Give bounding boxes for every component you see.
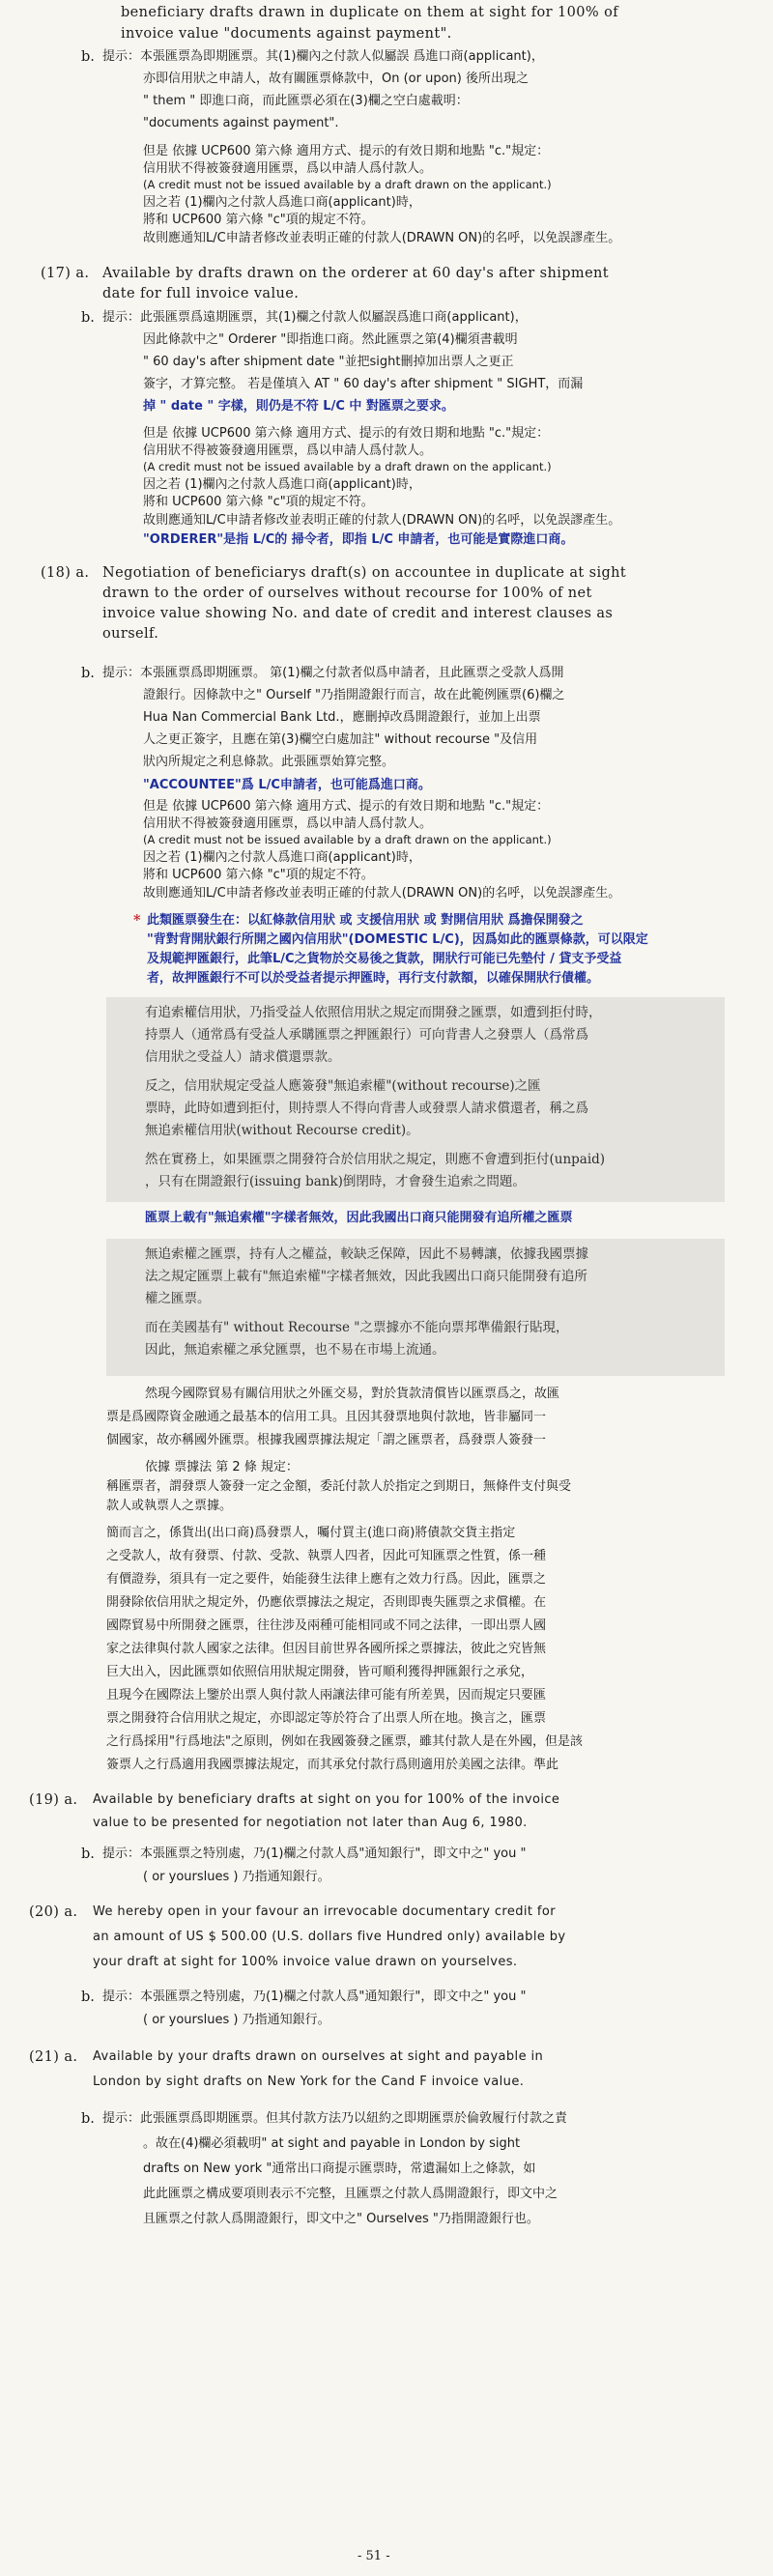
text-line: "ORDERER"是指 L/C的 掃令者，即指 L/C 申請者，也可能是實際進口商。 [143,532,574,547]
text-line: 因之若 (1)欄內之付款人爲進口商(applicant)時， [143,850,421,865]
text-line: London by sight drafts on New York for the Cand F invoice value. [93,2075,525,2089]
text-line: 簽票人之行爲適用我國票據法規定，而其承兌付款行爲則適用於美國之法律。準此 [106,1758,559,1772]
text-line: 而在美國基有" without Recourse "之票據亦不能向票邦準備銀行貼現， [145,1320,569,1335]
text-line: date for full invoice value. [102,286,300,301]
text-line: 提示：本張匯票為即期匯票。其(1)欄內之付款人似屬誤 爲進口商(applicant)， [102,49,544,64]
text-line: invoice value "documents against payment". [121,26,452,42]
text-line: 稱匯票者，謂發票人簽發一定之金額，委託付款人於指定之到期日，無條件支付與受 [106,1479,572,1494]
text-line: 。故在(4)欄必須載明" at sight and payable in London by sight [143,2136,521,2151]
item-marker: b. [81,666,95,681]
text-line: "documents against payment". [143,116,339,130]
text-line: 因此條款中之" Orderer "即指進口商。然此匯票之第(4)欄須書載明 [143,332,518,347]
text-line: 但是 依據 UCP600 第六條 適用方式、提示的有效日期和地點 "c."規定： [143,799,550,814]
text-line: 狀內所規定之利息條款。此張匯票始算完整。 [143,755,395,769]
text-line: 個國家，故亦稱國外匯票。根據我國票據法規定「謂之匯票者，爲發票人簽發一 [106,1433,547,1447]
text-line: 持票人（通常爲有受益人承購匯票之押匯銀行）可向背書人之發票人（爲常爲 [145,1027,588,1043]
text-line: 依據 票據法 第 2 條 規定： [145,1460,299,1474]
text-line: 款人或執票人之票據。 [106,1499,233,1513]
text-line: 此類匯票發生在：以紅條款信用狀 或 支援信用狀 或 對開信用狀 爲擔保開發之 [147,913,584,928]
text-line: 信用狀之受益人）請求償還票款。 [145,1049,341,1065]
text-line: ，只有在開證銀行(issuing bank)倒閉時，才會發生追索之問題。 [145,1174,526,1189]
text-line: invoice value showing No. and date of credit and interest clauses as [102,606,614,621]
text-line: 者，故押匯銀行不可以於受益者提示押匯時，再行支付款額，以確保開狀行債權。 [147,971,600,986]
text-line: 但是 依據 UCP600 第六條 適用方式、提示的有效日期和地點 "c."規定： [143,426,550,441]
text-line: 開發除依信用狀之規定外，仍應依票據法之規定，否則即喪失匯票之求償權。在 [106,1595,547,1610]
asterisk-marker: * [133,912,141,929]
text-line: ( or yourslues ) 乃指通知銀行。 [143,1870,330,1884]
text-line: 巨大出入，因此匯票如依照信用狀規定開發，皆可順利獲得押匯銀行之承兌， [106,1665,534,1679]
item-marker: (18) a. [41,565,90,581]
text-line: 國際貿易中所開發之匯票，往往涉及兩種可能相同或不同之法律，一即出票人國 [106,1618,547,1633]
item-marker: b. [81,1846,95,1862]
text-line: 但是 依據 UCP600 第六條 適用方式、提示的有效日期和地點 "c."規定： [143,144,550,158]
text-line: 權之匯票。 [145,1291,211,1306]
text-line: 此此匯票之構成要項則表示不完整，且匯票之付款人爲開證銀行，即文中之 [143,2187,558,2201]
text-line: 之行爲採用"行爲地法"之原則，例如在我國簽發之匯票，雖其付款人是在外國，但是該 [106,1734,583,1749]
text-line: 然現今國際貿易有關信用狀之外匯交易，對於貨款清償皆以匯票爲之，故匯 [145,1387,560,1401]
text-line: Hua Nan Commercial Bank Ltd.，應刪掉改爲開證銀行，並加上出票 [143,710,541,725]
text-line: 亦即信用狀之申請人，故有關匯票條款中，On (or upon) 後所出現之 [143,72,529,86]
text-line: " them " 即進口商，而此匯票必須在(3)欄之空白處載明： [143,94,469,108]
text-line: 掉 " date " 字樣，則仍是不符 L/C 中 對匯票之要求。 [143,399,454,414]
text-line: We hereby open in your favour an irrevocable documentary credit for [93,1904,557,1919]
text-line: value to be presented for negotiation not later than Aug 6, 1980. [93,1816,528,1830]
text-line: 故則應通知L/C申請者修改並表明正確的付款人(DRAWN ON)的名呼，以免誤謬產生。 [143,231,621,245]
text-line: 法之規定匯票上載有"無追索權"字樣者無效，因此我國出口商只能開發有追所 [145,1269,587,1284]
text-line: 提示：此張匯票爲即期匯票。但其付款方法乃以紐約之即期匯票於倫敦履行付款之責 [102,2111,568,2126]
text-line: 票是爲國際資金融通之最基本的信用工具。且因其發票地與付款地，皆非屬同一 [106,1410,547,1424]
text-line: drawn to the order of ourselves without recourse for 100% of net [102,586,592,601]
text-line: "背對背開狀銀行所開之國內信用狀"(DOMESTIC L/C)，因爲如此的匯票條款，可以限定 [147,932,648,947]
text-line: 故則應通知L/C申請者修改並表明正確的付款人(DRAWN ON)的名呼，以免誤謬產生。 [143,513,621,528]
text-line: (A credit must not be issued available by a draft drawn on the applicant.) [143,833,552,846]
text-line: 然在實務上，如果匯票之開發符合於信用狀之規定，則應不會遭到拒付(unpaid) [145,1152,606,1167]
text-line: 簡而言之，係貨出(出口商)爲發票人，囑付買主(進口商)將債款交貨主指定 [106,1526,516,1540]
text-line: 反之，信用狀規定受益人應簽發"無追索權"(without recourse)之匯 [145,1078,541,1094]
text-line: ( or yourslues ) 乃指通知銀行。 [143,2013,330,2027]
text-line: 有追索權信用狀，乃指受益人依照信用狀之規定而開發之匯票，如遭到拒付時， [145,1005,602,1020]
item-marker: (19) a. [29,1792,78,1808]
text-line: 提示：此張匯票爲遠期匯票，其(1)欄之付款人似屬誤爲進口商(applicant)， [102,310,528,325]
text-line: 信用狀不得被簽發適用匯票，爲以申請人爲付款人。 [143,444,433,458]
text-line: Available by beneficiary drafts at sight on you for 100% of the invoice [93,1792,560,1807]
page-number: - 51 - [358,2549,390,2563]
text-line: 人之更正簽字，且應在第(3)欄空白處加註" without recourse "及信用 [143,732,538,747]
text-line: 家之法律與付款人國家之法律。但因目前世界各國所採之票據法，彼此之究皆無 [106,1642,547,1656]
item-marker: b. [81,310,95,326]
text-line: Negotiation of beneficiarys draft(s) on accountee in duplicate at sight [102,565,627,581]
text-line: 將和 UCP600 第六條 "c"項的規定不符。 [143,495,374,509]
text-line: drafts on New york "通常出口商提示匯票時，常遺漏如上之條款，如 [143,2161,536,2176]
text-line: (A credit must not be issued available by a draft drawn on the applicant.) [143,460,552,473]
text-line: 將和 UCP600 第六條 "c"項的規定不符。 [143,868,374,882]
text-line: Available by drafts drawn on the orderer at 60 day's after shipment [102,266,610,281]
text-line: ourself. [102,626,159,642]
text-line: 提示：本張匯票之特別處，乃(1)欄之付款人爲"通知銀行"，即文中之" you " [102,1989,527,2004]
text-line: 故則應通知L/C申請者修改並表明正確的付款人(DRAWN ON)的名呼，以免誤謬產生。 [143,886,621,901]
text-line: an amount of US $ 500.00 (U.S. dollars five Hundred only) available by [93,1930,566,1944]
text-line: 因此，無追索權之承兌匯票，也不易在市場上流通。 [145,1342,445,1358]
text-line: 且匯票之付款人爲開證銀行，即文中之" Ourselves "乃指開證銀行也。 [143,2212,539,2226]
text-line: 票之開發符合信用狀之規定，亦即認定等於符合了出票人所在地。換言之，匯票 [106,1711,547,1726]
text-line: 無追索權之匯票，持有人之權益，較缺乏保障，因此不易轉讓，依據我國票據 [145,1246,588,1262]
item-marker: (21) a. [29,2049,78,2065]
text-line: 無追索權信用狀(without Recourse credit)。 [145,1123,419,1138]
text-line: 簽字，才算完整。 若是僅填入 AT " 60 day's after shipment " SIGHT，而漏 [143,377,584,391]
item-marker: b. [81,49,95,65]
text-line: 之受款人，故有發票、付款、受款、執票人四者，因此可知匯票之性質，係一種 [106,1549,547,1563]
item-marker: b. [81,2111,95,2127]
text-line: 信用狀不得被簽發適用匯票，爲以申請人爲付款人。 [143,161,433,176]
text-line: "ACCOUNTEE"爲 L/C申請者，也可能爲進口商。 [143,778,431,792]
text-line: " 60 day's after shipment date "並把sight刪掉加出票人之更正 [143,355,514,369]
item-marker: (20) a. [29,1904,78,1920]
text-line: 信用狀不得被簽發適用匯票，爲以申請人爲付款人。 [143,816,433,831]
text-line: 匯票上載有"無追索權"字樣者無效，因此我國出口商只能開發有追所權之匯票 [145,1211,573,1225]
text-line: beneficiary drafts drawn in duplicate on them at sight for 100% of [121,5,618,20]
text-line: (A credit must not be issued available by a draft drawn on the applicant.) [143,178,552,191]
item-marker: b. [81,1989,95,2005]
text-line: 票時，此時如遭到拒付，則持票人不得向背書人或發票人請求償還者，稱之爲 [145,1101,588,1116]
text-line: 證銀行。因條款中之" Ourself "乃指開證銀行而言，故在此範例匯票(6)欄之 [143,688,565,702]
text-line: 提示：本張匯票之特別處，乃(1)欄之付款人爲"通知銀行"，即文中之" you " [102,1846,527,1861]
text-line: 及規範押匯銀行，此筆L/C之貨物於交易後之貨款，開狀行可能已先墊付 / 貸支予受益 [147,952,622,966]
text-line: 因之若 (1)欄內之付款人爲進口商(applicant)時， [143,195,421,210]
text-line: 提示：本張匯票爲即期匯票。 第(1)欄之付款者似爲申請者，且此匯票之受款人爲開 [102,666,564,680]
text-line: 且現今在國際法上鑒於出票人與付款人兩讓法律可能有所差異，因而規定只要匯 [106,1688,547,1703]
text-line: 將和 UCP600 第六條 "c"項的規定不符。 [143,213,374,227]
text-line: 有價證券，須具有一定之要件，始能發生法律上應有之效力行爲。因此，匯票之 [106,1572,547,1587]
text-line: 因之若 (1)欄內之付款人爲進口商(applicant)時， [143,477,421,492]
text-line: Available by your drafts drawn on ourselves at sight and payable in [93,2049,544,2064]
text-line: your draft at sight for 100% invoice value drawn on yourselves. [93,1955,518,1969]
item-marker: (17) a. [41,266,90,281]
